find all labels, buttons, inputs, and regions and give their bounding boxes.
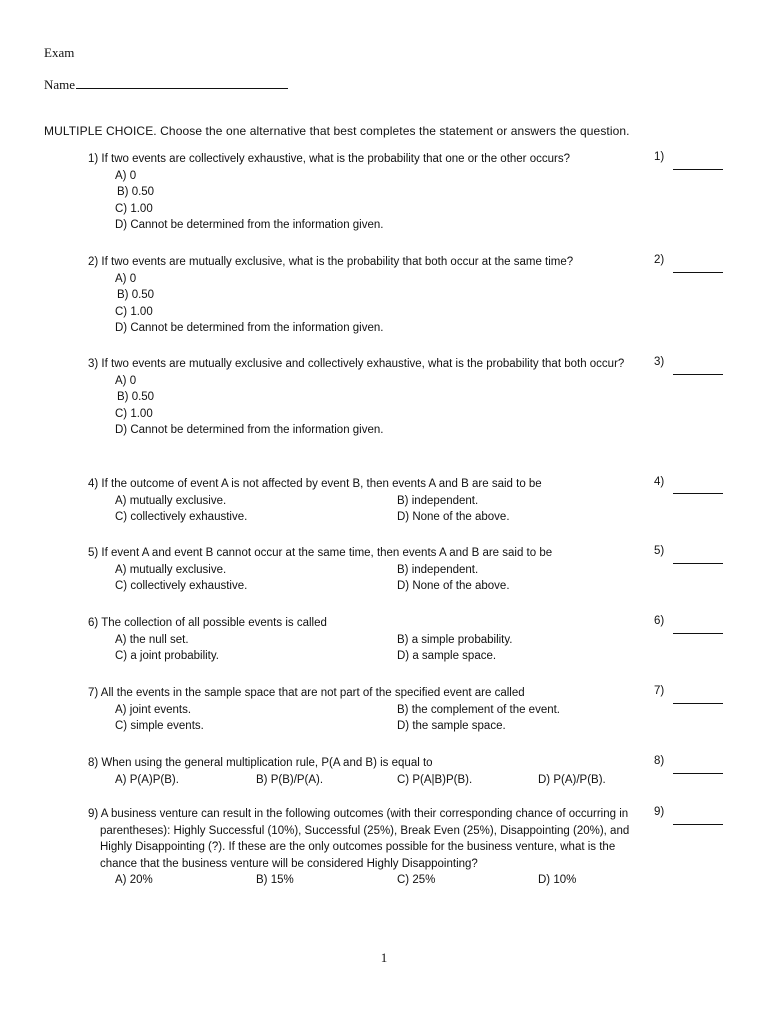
- answer-number: 7): [654, 685, 665, 697]
- exam-label: Exam: [44, 45, 75, 60]
- answer-blank[interactable]: [673, 691, 723, 704]
- option-c[interactable]: C) collectively exhaustive.: [115, 511, 248, 523]
- name-blank-line[interactable]: [76, 77, 288, 89]
- option-d[interactable]: D) Cannot be determined from the information given.: [115, 322, 384, 334]
- answer-blank[interactable]: [673, 621, 723, 634]
- option-c[interactable]: C) 1.00: [115, 407, 153, 420]
- question-5: [88, 545, 648, 595]
- option-c[interactable]: C) P(A|B)P(B).: [397, 773, 473, 786]
- answer-blank[interactable]: [673, 812, 723, 825]
- answer-number: 6): [654, 615, 665, 627]
- option-d[interactable]: D) Cannot be determined from the information given.: [115, 219, 384, 231]
- option-c[interactable]: C) collectively exhaustive.: [115, 580, 248, 592]
- option-b[interactable]: B) independent.: [397, 494, 479, 507]
- option-c[interactable]: C) 1.00: [115, 202, 153, 215]
- option-a[interactable]: A) the null set.: [115, 633, 189, 646]
- option-d[interactable]: D) None of the above.: [397, 511, 510, 523]
- answer-number: 5): [654, 545, 665, 557]
- question-stem: 8) When using the general multiplication rule, P(A and B) is equal to: [88, 757, 433, 769]
- option-b[interactable]: B) P(B)/P(A).: [256, 773, 324, 786]
- option-d[interactable]: D) the sample space.: [397, 720, 506, 732]
- question-stem: 4) If the outcome of event A is not affected by event B, then events A and B are said to be: [88, 478, 542, 490]
- option-a[interactable]: A) P(A)P(B).: [115, 773, 179, 786]
- name-field[interactable]: [44, 77, 288, 93]
- option-b[interactable]: B) the complement of the event.: [397, 703, 561, 716]
- answer-blank[interactable]: [673, 260, 723, 273]
- question-4: [88, 476, 648, 526]
- question-stem: 9) A business venture can result in the following outcomes (with their corresponding chance of occurring in parentheses): Highly Successful (10%), Successful (25%), Break Even (25%), Disappointing (20%), and Highly Disappointing (?). If these are the only outcomes possible for the business venture, what is the chance that the business venture will be considered Highly Disappointing?: [88, 808, 630, 870]
- answer-blank[interactable]: [673, 157, 723, 170]
- option-c[interactable]: C) 1.00: [115, 305, 153, 318]
- question-9: [88, 806, 636, 889]
- option-d[interactable]: D) a sample space.: [397, 650, 497, 662]
- question-stem: 1) If two events are collectively exhaustive, what is the probability that one or the other occurs?: [88, 153, 570, 165]
- answer-blank[interactable]: [673, 551, 723, 564]
- question-2: [88, 254, 648, 337]
- option-a[interactable]: A) 0: [115, 374, 137, 387]
- option-a[interactable]: A) mutually exclusive.: [115, 494, 227, 507]
- answer-blank[interactable]: [673, 362, 723, 375]
- answer-blank[interactable]: [673, 761, 723, 774]
- option-a[interactable]: A) 20%: [115, 874, 153, 886]
- option-c[interactable]: C) 25%: [397, 874, 436, 886]
- question-6: [88, 615, 648, 665]
- page-number: 1: [380, 950, 388, 965]
- answer-number: 8): [654, 755, 665, 767]
- name-label: Name: [44, 77, 76, 92]
- question-8: [88, 755, 648, 788]
- question-7: [88, 685, 648, 735]
- option-a[interactable]: A) mutually exclusive.: [115, 563, 227, 576]
- answer-number: 9): [654, 806, 665, 818]
- question-3: [88, 356, 633, 439]
- option-c[interactable]: C) a joint probability.: [115, 650, 219, 662]
- option-a[interactable]: A) 0: [115, 169, 137, 182]
- option-b[interactable]: B) 0.50: [117, 186, 155, 198]
- option-c[interactable]: C) simple events.: [115, 720, 204, 732]
- answer-number: 3): [654, 356, 665, 368]
- option-b[interactable]: B) a simple probability.: [397, 633, 513, 646]
- option-d[interactable]: D) 10%: [538, 874, 577, 886]
- option-b[interactable]: B) 15%: [256, 874, 294, 886]
- answer-blank[interactable]: [673, 481, 723, 494]
- question-1: [88, 151, 648, 234]
- option-b[interactable]: B) 0.50: [117, 391, 155, 403]
- option-d[interactable]: D) Cannot be determined from the information given.: [115, 424, 384, 436]
- instructions: MULTIPLE CHOICE. Choose the one alternative that best completes the statement or answers the question.: [44, 124, 630, 138]
- option-d[interactable]: D) P(A)/P(B).: [538, 773, 606, 786]
- answer-number: 1): [654, 151, 665, 163]
- option-b[interactable]: B) independent.: [397, 563, 479, 576]
- question-stem: 3) If two events are mutually exclusive and collectively exhaustive, what is the probability that both occur?: [88, 358, 625, 370]
- question-stem: 6) The collection of all possible events is called: [88, 617, 327, 629]
- question-stem: 7) All the events in the sample space that are not part of the specified event are called: [88, 687, 525, 699]
- question-stem: 5) If event A and event B cannot occur at the same time, then events A and B are said to be: [88, 547, 553, 559]
- option-b[interactable]: B) 0.50: [117, 289, 155, 301]
- option-d[interactable]: D) None of the above.: [397, 580, 510, 592]
- answer-number: 2): [654, 254, 665, 266]
- question-stem: 2) If two events are mutually exclusive, what is the probability that both occur at the same time?: [88, 256, 574, 268]
- option-a[interactable]: A) joint events.: [115, 703, 192, 716]
- answer-number: 4): [654, 476, 665, 488]
- option-a[interactable]: A) 0: [115, 272, 137, 285]
